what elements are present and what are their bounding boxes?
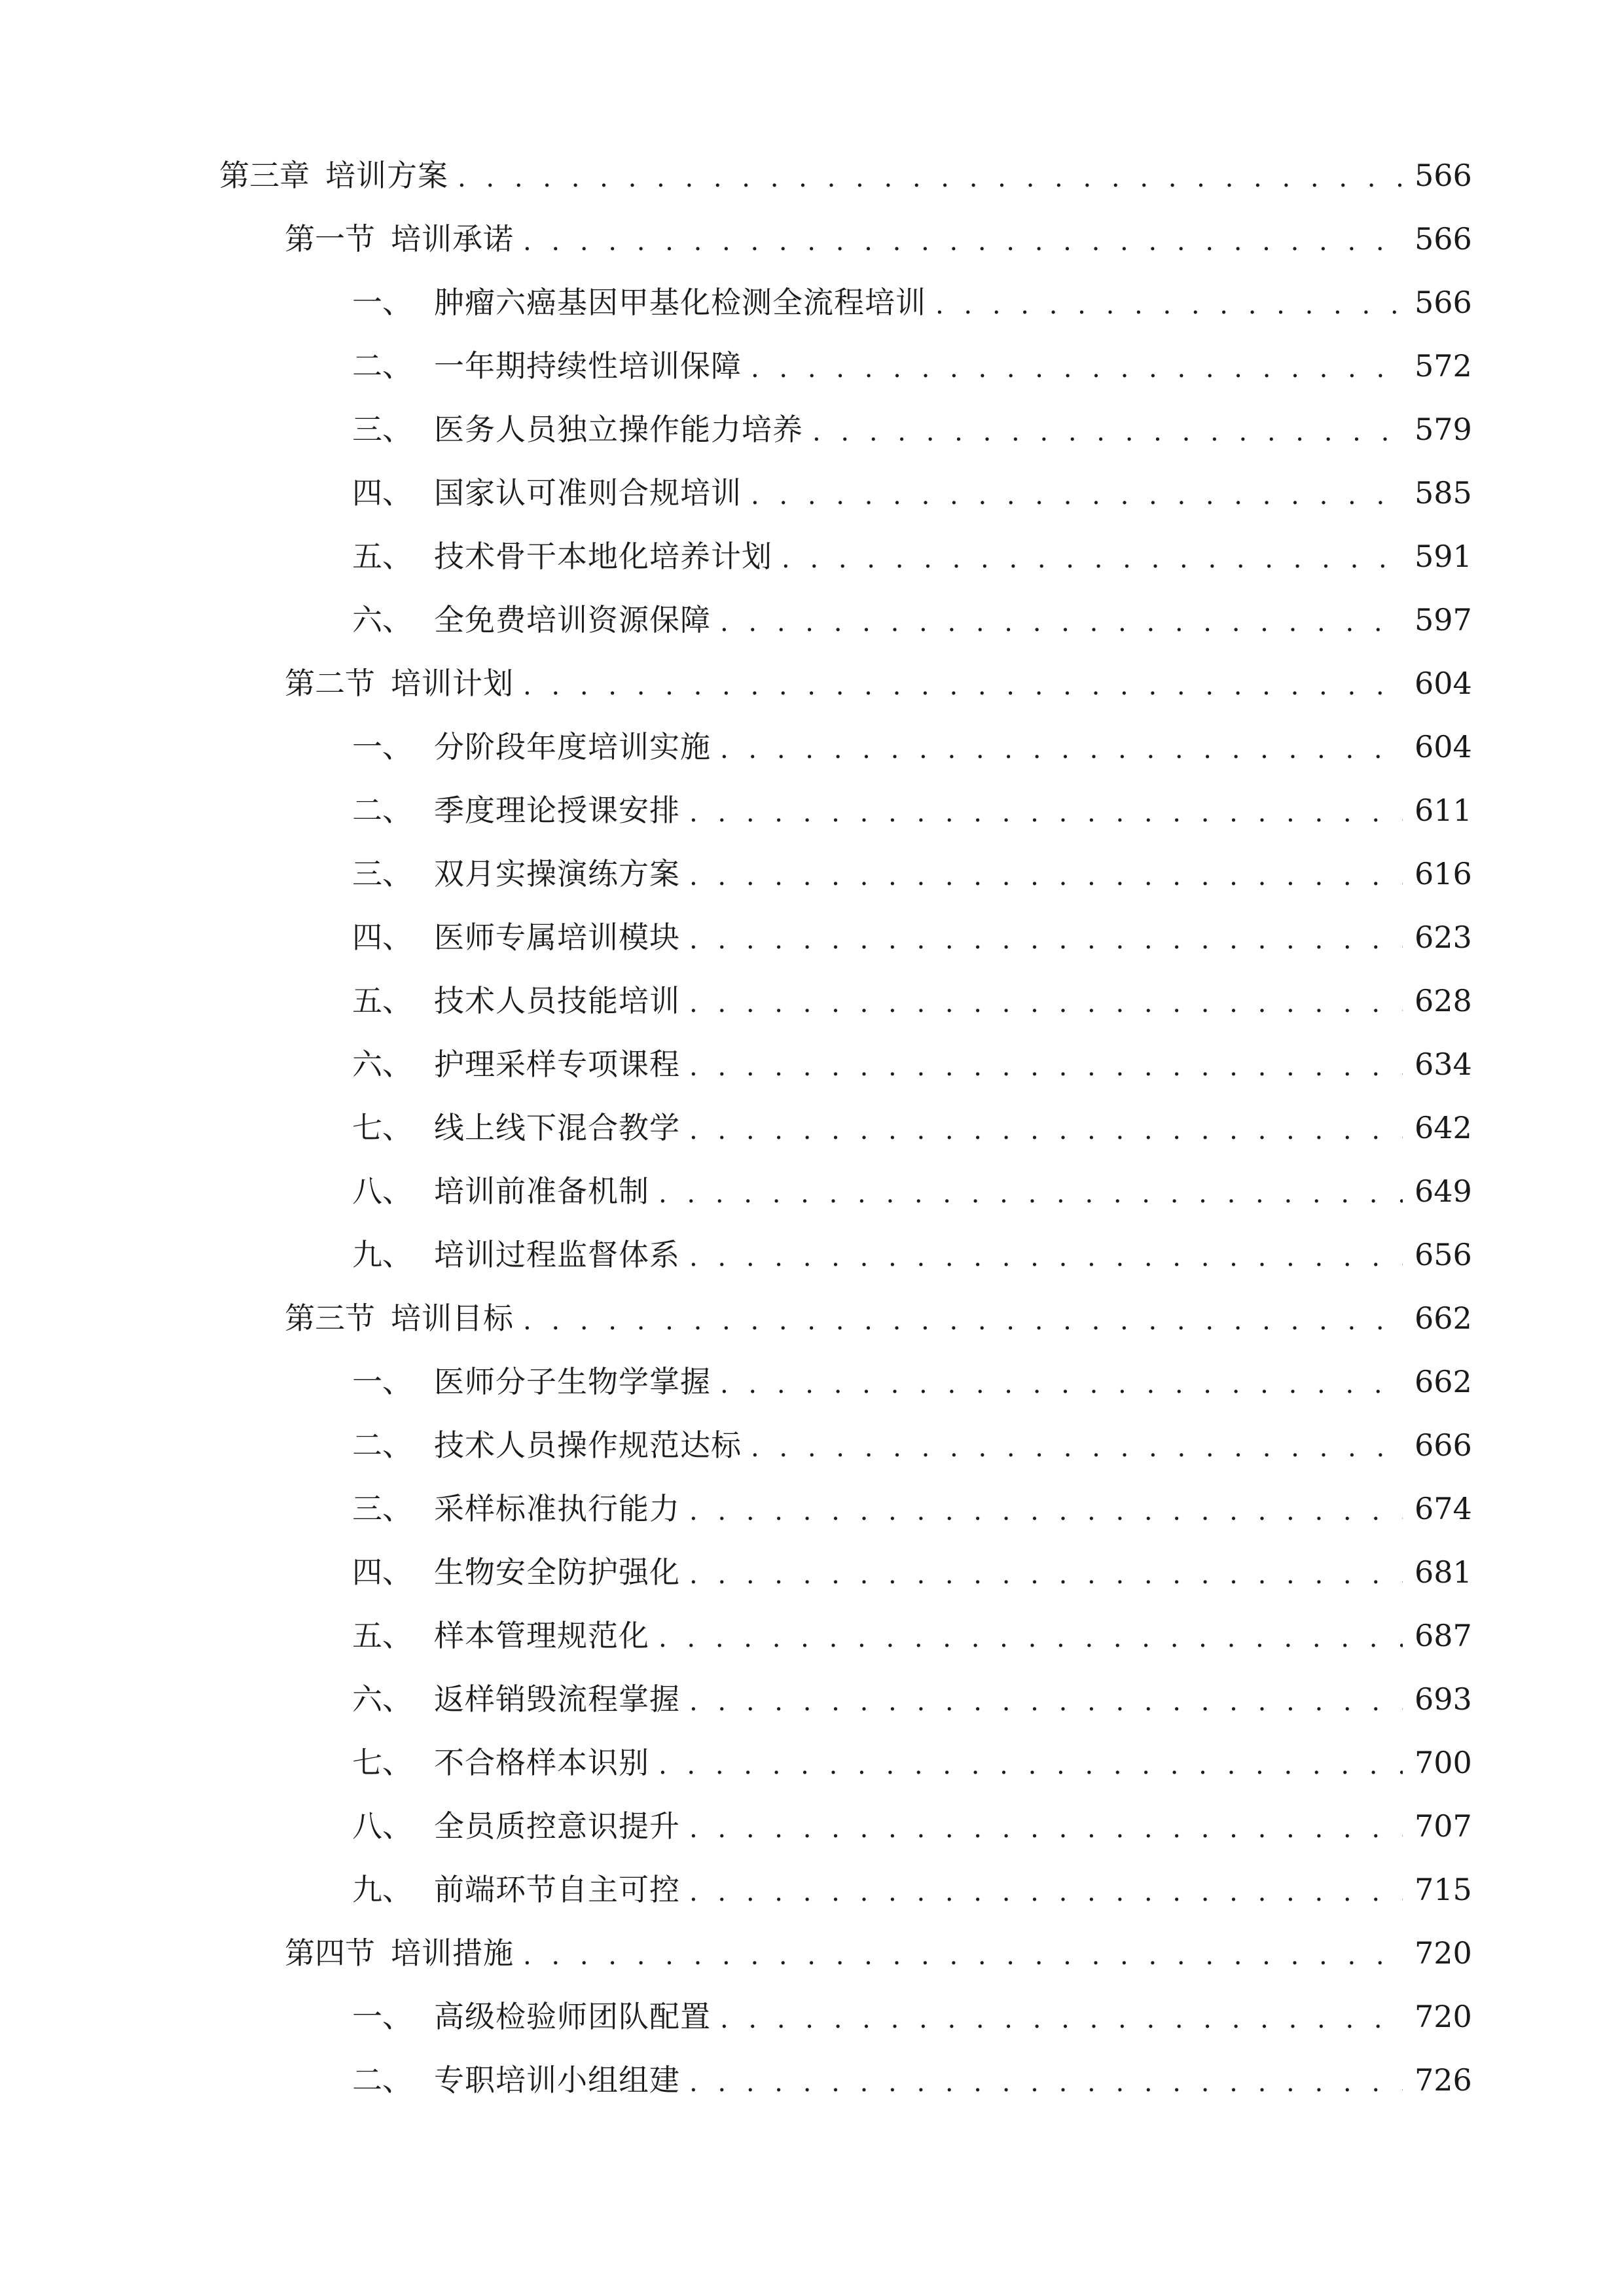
toc-entry-title: 线上线下混合教学 [434,1110,680,1145]
toc-entry-page: 616 [1415,856,1472,891]
toc-entry-page: 720 [1415,1935,1472,1971]
toc-entry-number: 七、 [352,1110,412,1145]
toc-entry-item[interactable] [352,1863,1472,1916]
toc-entry-page: 597 [1415,602,1472,637]
toc-entry-page: 707 [1415,1808,1472,1844]
toc-entry-number: 一、 [352,1999,412,2034]
toc-entry-title: 采样标准执行能力 [434,1491,680,1526]
toc-entry-item[interactable] [352,848,1472,900]
toc-entry-page: 591 [1415,539,1472,574]
toc-entry-item[interactable] [352,975,1472,1027]
dot-leader [659,1609,1403,1662]
toc-entry-title: 全员质控意识提升 [434,1808,680,1844]
toc-entry-page: 566 [1415,158,1472,193]
toc-entry-section[interactable] [285,1292,1472,1344]
toc-entry-number: 五、 [352,983,412,1018]
dot-leader [689,2054,1403,2106]
toc-entry-number: 八、 [352,1808,412,1844]
toc-entry-item[interactable] [352,2054,1472,2106]
toc-entry-number: 四、 [352,475,412,511]
toc-entry-item[interactable] [352,1609,1472,1662]
toc-entry-title: 不合格样本识别 [434,1745,649,1780]
toc-entry-number: 六、 [352,602,412,637]
toc-entry-number: 八、 [352,1174,412,1209]
toc-entry-page: 572 [1415,348,1472,384]
toc-entry-page: 611 [1415,793,1472,828]
toc-entry-item[interactable] [352,1546,1472,1598]
toc-entry-page: 628 [1415,983,1472,1018]
toc-entry-title: 护理采样专项课程 [434,1047,680,1082]
dot-leader [782,530,1403,583]
toc-entry-page: 656 [1415,1237,1472,1272]
toc-entry-number: 第三章 [219,158,310,193]
toc-entry-number: 三、 [352,856,412,891]
toc-entry-item[interactable] [352,1482,1472,1535]
toc-entry-item[interactable] [352,1102,1472,1154]
toc-entry-title: 培训计划 [391,666,514,701]
toc-entry-number: 九、 [352,1872,412,1907]
toc-entry-title: 季度理论授课安排 [434,793,680,828]
toc-entry-item[interactable] [352,784,1472,836]
toc-entry-page: 604 [1415,729,1472,764]
toc-entry-number: 二、 [352,2062,412,2098]
toc-entry-number: 第二节 [285,666,375,701]
toc-entry-number: 一、 [352,1364,412,1399]
dot-leader [720,1355,1403,1408]
toc-entry-title: 样本管理规范化 [434,1618,649,1653]
toc-entry-number: 七、 [352,1745,412,1780]
toc-entry-chapter[interactable] [219,149,1472,202]
toc-entry-number: 第四节 [285,1935,375,1971]
toc-entry-item[interactable] [352,1800,1472,1852]
toc-entry-title: 国家认可准则合规培训 [434,475,742,511]
dot-leader [689,1800,1403,1852]
dot-leader [689,848,1403,900]
toc-entry-item[interactable] [352,1038,1472,1090]
toc-entry-page: 700 [1415,1745,1472,1780]
toc-entry-number: 五、 [352,1618,412,1653]
toc-entry-number: 三、 [352,1491,412,1526]
toc-entry-number: 二、 [352,1427,412,1463]
toc-entry-page: 579 [1415,412,1472,447]
toc-entry-title: 全免费培训资源保障 [434,602,711,637]
toc-entry-title: 技术人员技能培训 [434,983,680,1018]
toc-entry-title: 医师分子生物学掌握 [434,1364,711,1399]
toc-entry-page: 604 [1415,666,1472,701]
toc-entry-page: 666 [1415,1427,1472,1463]
toc-entry-section[interactable] [285,213,1472,265]
dot-leader [689,1673,1403,1725]
toc-entry-title: 分阶段年度培训实施 [434,729,711,764]
toc-entry-number: 第一节 [285,221,375,257]
toc-entry-item[interactable] [352,276,1472,329]
toc-entry-page: 642 [1415,1110,1472,1145]
toc-entry-item[interactable] [352,1673,1472,1725]
toc-entry-title: 培训措施 [391,1935,514,1971]
toc-entry-number: 九、 [352,1237,412,1272]
dot-leader [720,594,1403,646]
toc-entry-item[interactable] [352,1355,1472,1408]
dot-leader [812,403,1403,456]
toc-entry-page: 634 [1415,1047,1472,1082]
dot-leader [935,276,1403,329]
toc-entry-number: 一、 [352,729,412,764]
dot-leader [689,911,1403,963]
toc-entry-item[interactable] [352,721,1472,773]
toc-entry-number: 六、 [352,1047,412,1082]
toc-entry-title: 医师专属培训模块 [434,920,680,955]
dot-leader [689,1546,1403,1598]
toc-entry-section[interactable] [285,1927,1472,1979]
toc-entry-item[interactable] [352,1990,1472,2043]
dot-leader [523,1927,1403,1979]
dot-leader [523,213,1403,265]
dot-leader [751,1419,1403,1471]
toc-entry-title: 技术骨干本地化培养计划 [434,539,772,574]
toc-entry-item[interactable] [352,594,1472,646]
toc-entry-page: 681 [1415,1554,1472,1590]
toc-entry-number: 二、 [352,793,412,828]
dot-leader [689,1102,1403,1154]
toc-entry-title: 一年期持续性培训保障 [434,348,742,384]
toc-entry-title: 生物安全防护强化 [434,1554,680,1590]
toc-entry-page: 693 [1415,1681,1472,1717]
toc-entry-page: 662 [1415,1300,1472,1336]
toc-entry-title: 双月实操演练方案 [434,856,680,891]
toc-entry-section[interactable] [285,657,1472,709]
toc-entry-page: 566 [1415,285,1472,320]
toc-entry-number: 四、 [352,920,412,955]
toc-entry-title: 培训过程监督体系 [434,1237,680,1272]
dot-leader [751,340,1403,392]
toc-entry-number: 四、 [352,1554,412,1590]
dot-leader [720,721,1403,773]
toc-entry-number: 六、 [352,1681,412,1717]
toc-entry-title: 培训前准备机制 [434,1174,649,1209]
toc-entry-page: 623 [1415,920,1472,955]
dot-leader [523,657,1403,709]
dot-leader [720,1990,1403,2043]
toc-entry-number: 五、 [352,539,412,574]
dot-leader [689,975,1403,1027]
dot-leader [689,1229,1403,1281]
toc-entry-number: 三、 [352,412,412,447]
dot-leader [659,1165,1403,1217]
toc-entry-number: 第三节 [285,1300,375,1336]
dot-leader [689,1863,1403,1916]
toc-entry-number: 二、 [352,348,412,384]
toc-entry-page: 715 [1415,1872,1472,1907]
toc-entry-page: 687 [1415,1618,1472,1653]
toc-entry-title: 高级检验师团队配置 [434,1999,711,2034]
toc-entry-item[interactable] [352,1419,1472,1471]
toc-entry-title: 培训目标 [391,1300,514,1336]
toc-entry-title: 前端环节自主可控 [434,1872,680,1907]
toc-entry-title: 培训方案 [325,158,448,193]
dot-leader [458,149,1403,202]
toc-entry-page: 726 [1415,2062,1472,2098]
dot-leader [659,1736,1403,1789]
toc-entry-page: 566 [1415,221,1472,257]
toc-entry-title: 返样销毁流程掌握 [434,1681,680,1717]
dot-leader [523,1292,1403,1344]
toc-entry-page: 662 [1415,1364,1472,1399]
toc-entry-item[interactable] [352,467,1472,519]
toc-entry-item[interactable] [352,530,1472,583]
dot-leader [689,1482,1403,1535]
toc-entry-page: 649 [1415,1174,1472,1209]
toc-entry-item[interactable] [352,1165,1472,1217]
toc-entry-item[interactable] [352,1229,1472,1281]
dot-leader [689,784,1403,836]
toc-entry-item[interactable] [352,911,1472,963]
toc-entry-item[interactable] [352,1736,1472,1789]
toc-entry-title: 技术人员操作规范达标 [434,1427,742,1463]
toc-entry-title: 医务人员独立操作能力培养 [434,412,803,447]
dot-leader [689,1038,1403,1090]
dot-leader [751,467,1403,519]
toc-entry-page: 720 [1415,1999,1472,2034]
toc-entry-title: 培训承诺 [391,221,514,257]
toc-entry-page: 585 [1415,475,1472,511]
toc-entry-page: 674 [1415,1491,1472,1526]
toc-entry-item[interactable] [352,403,1472,456]
toc-entry-title: 肿瘤六癌基因甲基化检测全流程培训 [434,285,926,320]
toc-entry-item[interactable] [352,340,1472,392]
toc-entry-number: 一、 [352,285,412,320]
toc-entry-title: 专职培训小组组建 [434,2062,680,2098]
